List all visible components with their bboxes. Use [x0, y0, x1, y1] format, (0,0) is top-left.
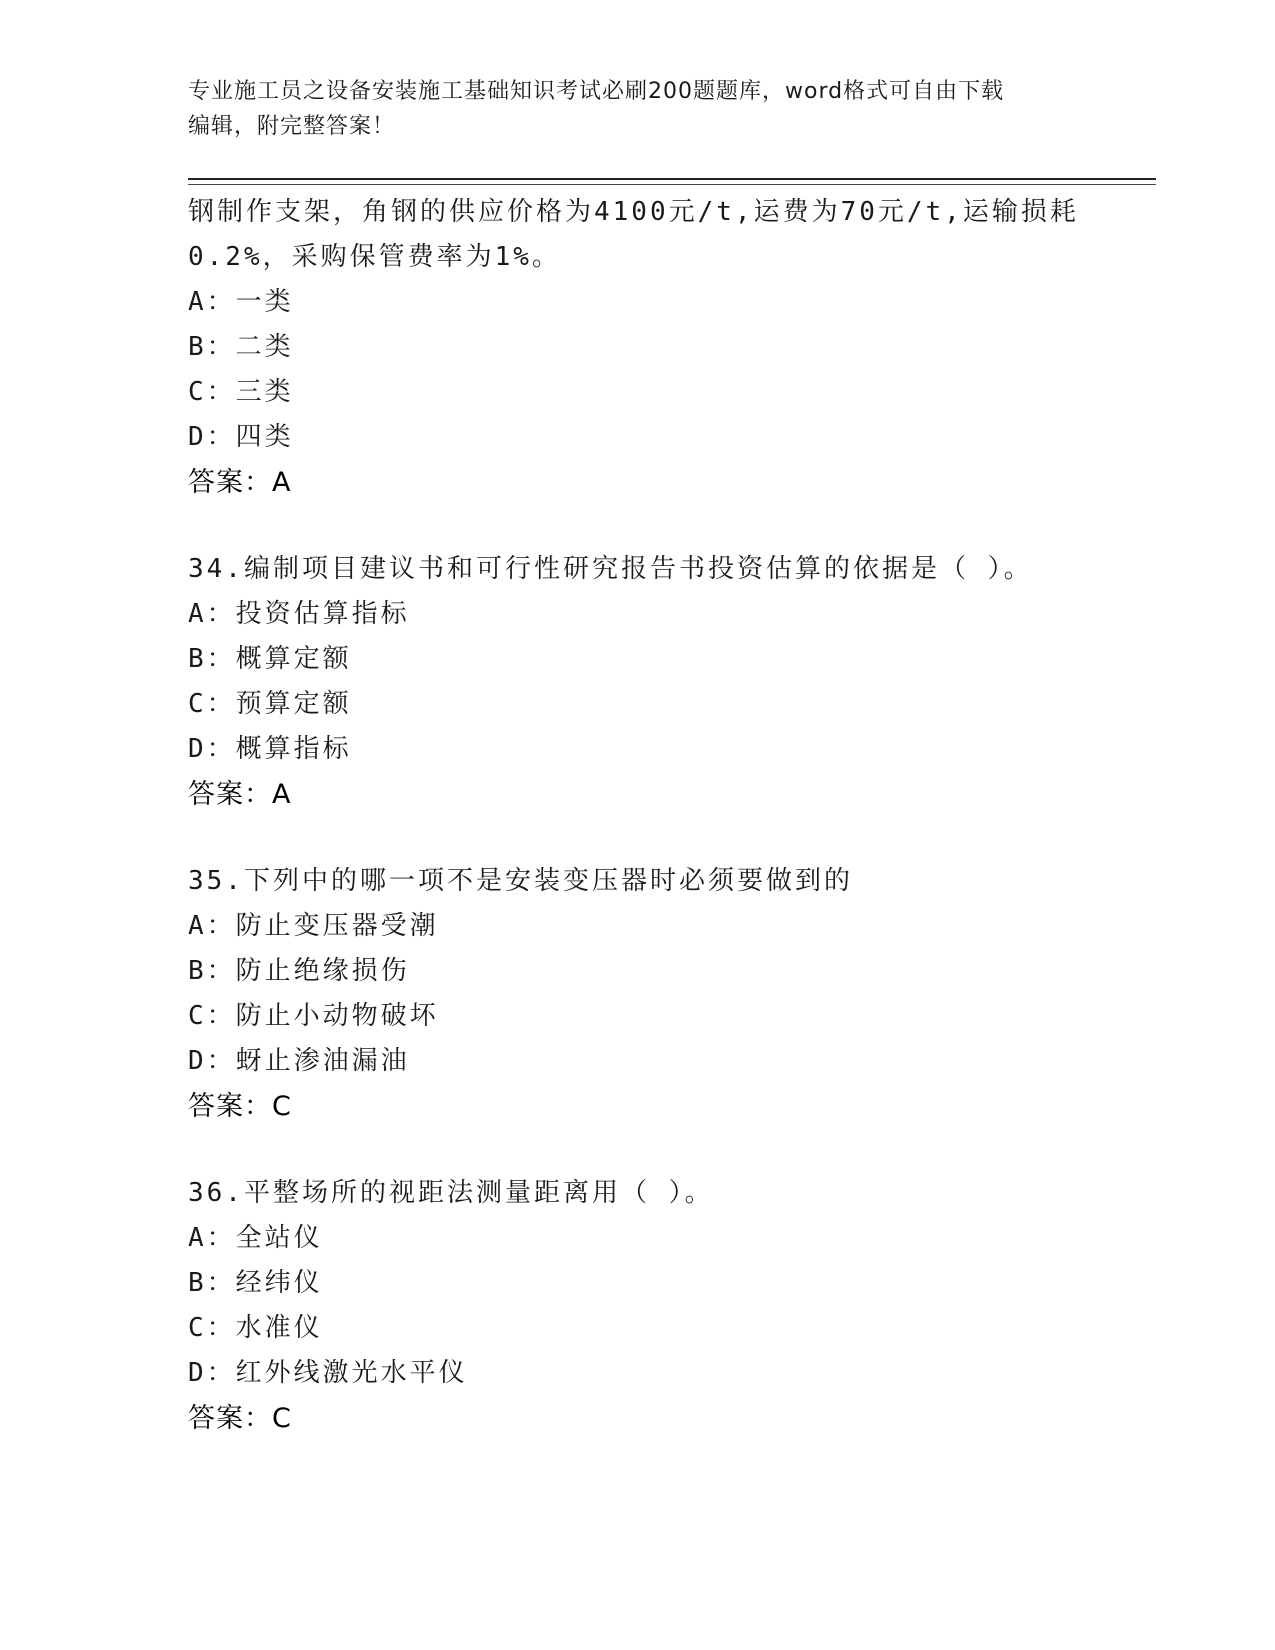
option-c: C：三类: [188, 377, 294, 407]
option-b: B：二类: [188, 332, 294, 362]
option-b: B：概算定额: [188, 644, 352, 674]
question-block-34: [188, 547, 1128, 817]
option-c: C：预算定额: [188, 689, 352, 719]
option-d: D：概算指标: [188, 734, 352, 764]
option-c: C：水准仪: [188, 1313, 323, 1343]
option-b: B：防止绝缘损伤: [188, 956, 410, 986]
header-title-line-1: 专业施工员之设备安装施工基础知识考试必刷200题题库，word格式可自由下载: [188, 79, 1005, 104]
option-c: C：防止小动物破坏: [188, 1001, 439, 1031]
header-divider-thin: [188, 184, 1156, 185]
question-spacer: [188, 505, 1128, 547]
question-stem: 34.编制项目建议书和可行性研究报告书投资估算的依据是（ ）。: [188, 554, 1033, 584]
question-block-33: [188, 190, 1128, 505]
question-block-35: [188, 859, 1128, 1129]
option-a: A：防止变压器受潮: [188, 911, 439, 941]
option-d: D：红外线激光水平仪: [188, 1358, 468, 1388]
document-header: [188, 74, 1068, 144]
question-spacer: [188, 817, 1128, 859]
option-a: A：投资估算指标: [188, 599, 410, 629]
answer-label: 答案：A: [188, 779, 292, 810]
option-a: A：一类: [188, 287, 294, 317]
answer-label: 答案：C: [188, 1091, 292, 1122]
question-stem: 36.平整场所的视距法测量距离用（ ）。: [188, 1178, 714, 1208]
question-spacer: [188, 1129, 1128, 1171]
question-block-36: [188, 1171, 1128, 1441]
header-divider-thick: [188, 178, 1156, 180]
option-d: D：四类: [188, 422, 294, 452]
question-stem-line: 钢制作支架，角钢的供应价格为4100元/t,运费为70元/t,运输损耗: [188, 197, 1079, 227]
answer-label: 答案：C: [188, 1403, 292, 1434]
header-title-line-2: 编辑，附完整答案！: [188, 114, 396, 139]
question-stem-line: 0.2%，采购保管费率为1%。: [188, 242, 561, 272]
question-stem: 35.下列中的哪一项不是安装变压器时必须要做到的: [188, 866, 853, 896]
option-b: B：经纬仪: [188, 1268, 323, 1298]
answer-label: 答案：A: [188, 467, 292, 498]
question-list: [188, 190, 1128, 1441]
option-d: D：蚜止渗油漏油: [188, 1046, 410, 1076]
option-a: A：全站仪: [188, 1223, 323, 1253]
